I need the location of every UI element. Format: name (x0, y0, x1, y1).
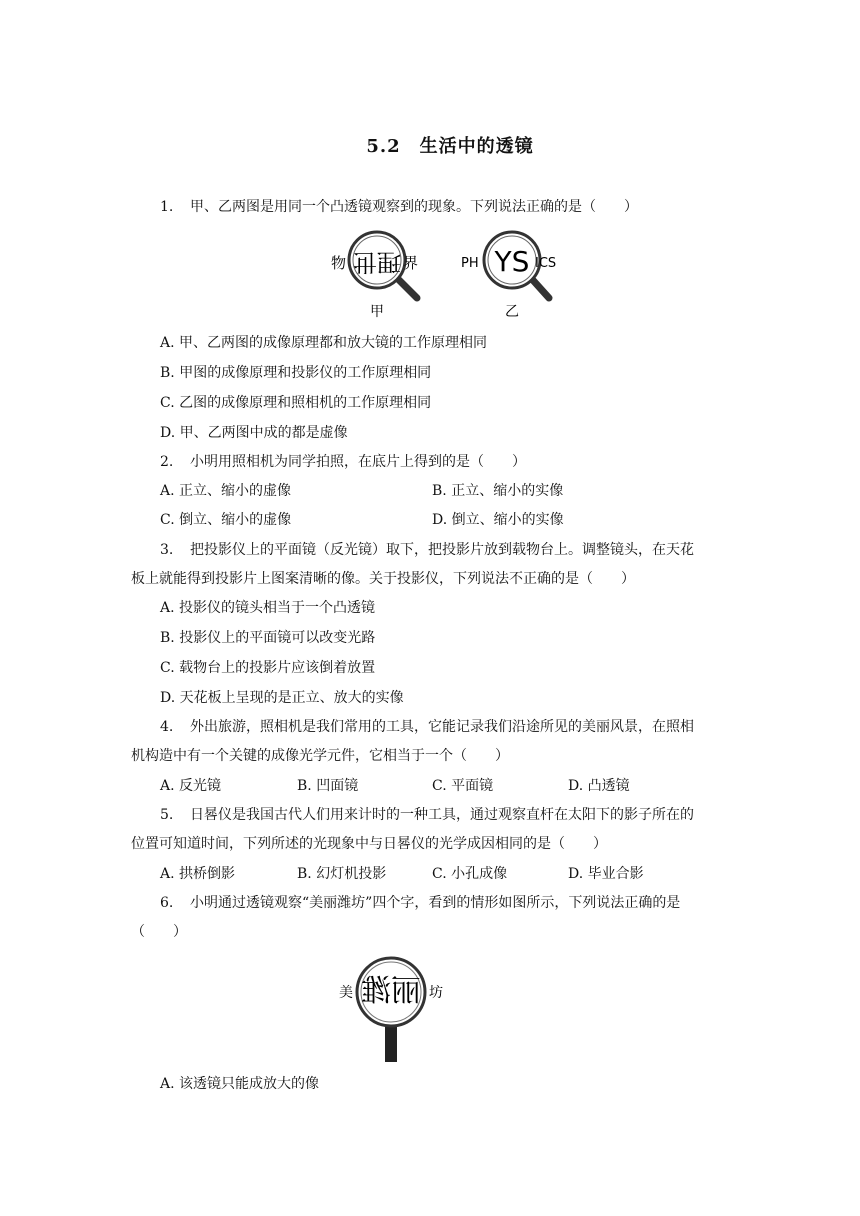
question-2-option-c: C. 倒立、缩小的虚像 (160, 512, 292, 528)
magnifier-yi-word-right: ICS (535, 256, 557, 271)
question-4-option-c: C. 平面镜 (432, 778, 494, 794)
question-3-stem-line-2: 板上就能得到投影片上图案清晰的像。关于投影仪，下列说法不正确的是（ ） (131, 571, 635, 587)
question-3-stem-line-1 (160, 540, 694, 560)
magnifier-yi (461, 232, 556, 320)
magnifier-word-right: 坊 (429, 985, 443, 1001)
question-5-text-1: 日晷仪是我国古代人们用来计时的一种工具，通过观察直杆在太阳下的影子所在的 (190, 807, 694, 823)
question-4-text-1: 外出旅游，照相机是我们常用的工具，它能记录我们沿途所见的美丽风景，在照相 (190, 719, 694, 735)
magnifier-word-left: 美 (339, 985, 353, 1001)
question-2-text: 小明用照相机为同学拍照，在底片上得到的是（ ） (190, 454, 526, 470)
question-1-stem (160, 197, 638, 217)
magnifier-jia-word-left: 物 (331, 254, 347, 272)
question-5-option-c: C. 小孔成像 (432, 866, 508, 882)
question-6-stem-line-2: （ ） (131, 924, 187, 940)
question-4-option-a: A. 反光镜 (160, 778, 222, 794)
question-4-number: 4. (160, 719, 174, 735)
magnifier-jia-word-right: 界 (403, 254, 419, 272)
question-4-option-b: B. 凹面镜 (297, 778, 359, 794)
magnifier-jia-inside: 理世 (353, 248, 401, 276)
question-3-number: 3. (160, 542, 174, 558)
question-3-option-a: A. 投影仪的镜头相当于一个凸透镜 (160, 600, 376, 616)
question-6-figure (335, 952, 455, 1064)
question-4-option-d: D. 凸透镜 (568, 778, 630, 794)
page-title: 5.2 生活中的透镜 (366, 136, 534, 157)
magnifier-yi-inside: YS (494, 245, 530, 278)
question-5-stem-line-1 (160, 805, 694, 825)
question-6-stem-line-1 (160, 893, 680, 913)
magnifier-jia-caption: 甲 (370, 304, 384, 320)
question-2-option-b: B. 正立、缩小的实像 (432, 483, 564, 499)
question-6-text-1: 小明通过透镜观察“美丽潍坊”四个字，看到的情形如图所示，下列说法正确的是 (190, 895, 681, 911)
question-6-option-a: A. 该透镜只能成放大的像 (160, 1076, 320, 1092)
question-3-option-c: C. 载物台上的投影片应该倒着放置 (160, 660, 376, 676)
question-1-option-a: A. 甲、乙两图的成像原理都和放大镜的工作原理相同 (160, 335, 488, 351)
question-6-number: 6. (160, 895, 174, 911)
question-3-option-d: D. 天花板上呈现的是正立、放大的实像 (160, 690, 404, 706)
question-5-number: 5. (160, 807, 174, 823)
question-3-option-b: B. 投影仪上的平面镜可以改变光路 (160, 630, 376, 646)
question-1-option-d: D. 甲、乙两图中成的都是虚像 (160, 425, 348, 441)
question-2-option-d: D. 倒立、缩小的实像 (432, 512, 564, 528)
question-1-figure (325, 228, 575, 320)
magnifier-yi-word-left: PH (461, 256, 479, 271)
question-4-stem-line-1 (160, 717, 694, 737)
question-5-option-b: B. 幻灯机投影 (297, 866, 387, 882)
question-2-stem (160, 452, 526, 472)
magnifier-inside: 丽潍 (361, 974, 421, 1009)
question-3-text-1: 把投影仪上的平面镜（反光镜）取下，把投影片放到载物台上。调整镜头，在天花 (190, 542, 694, 558)
magnifier-jia (331, 232, 418, 320)
question-2-number: 2. (160, 454, 174, 470)
question-4-stem-line-2: 机构造中有一个关键的成像光学元件，它相当于一个（ ） (131, 748, 509, 764)
magnifier-yi-caption: 乙 (505, 304, 519, 320)
question-2-option-a: A. 正立、缩小的虚像 (160, 483, 292, 499)
question-1-option-b: B. 甲图的成像原理和投影仪的工作原理相同 (160, 365, 432, 381)
question-5-option-d: D. 毕业合影 (568, 866, 644, 882)
question-5-option-a: A. 拱桥倒影 (160, 866, 236, 882)
question-1-number: 1. (160, 199, 174, 215)
question-1-text: 甲、乙两图是用同一个凸透镜观察到的现象。下列说法正确的是（ ） (190, 199, 638, 215)
question-1-option-c: C. 乙图的成像原理和照相机的工作原理相同 (160, 395, 432, 411)
question-5-stem-line-2: 位置可知道时间，下列所述的光现象中与日晷仪的光学成因相同的是（ ） (131, 836, 607, 852)
